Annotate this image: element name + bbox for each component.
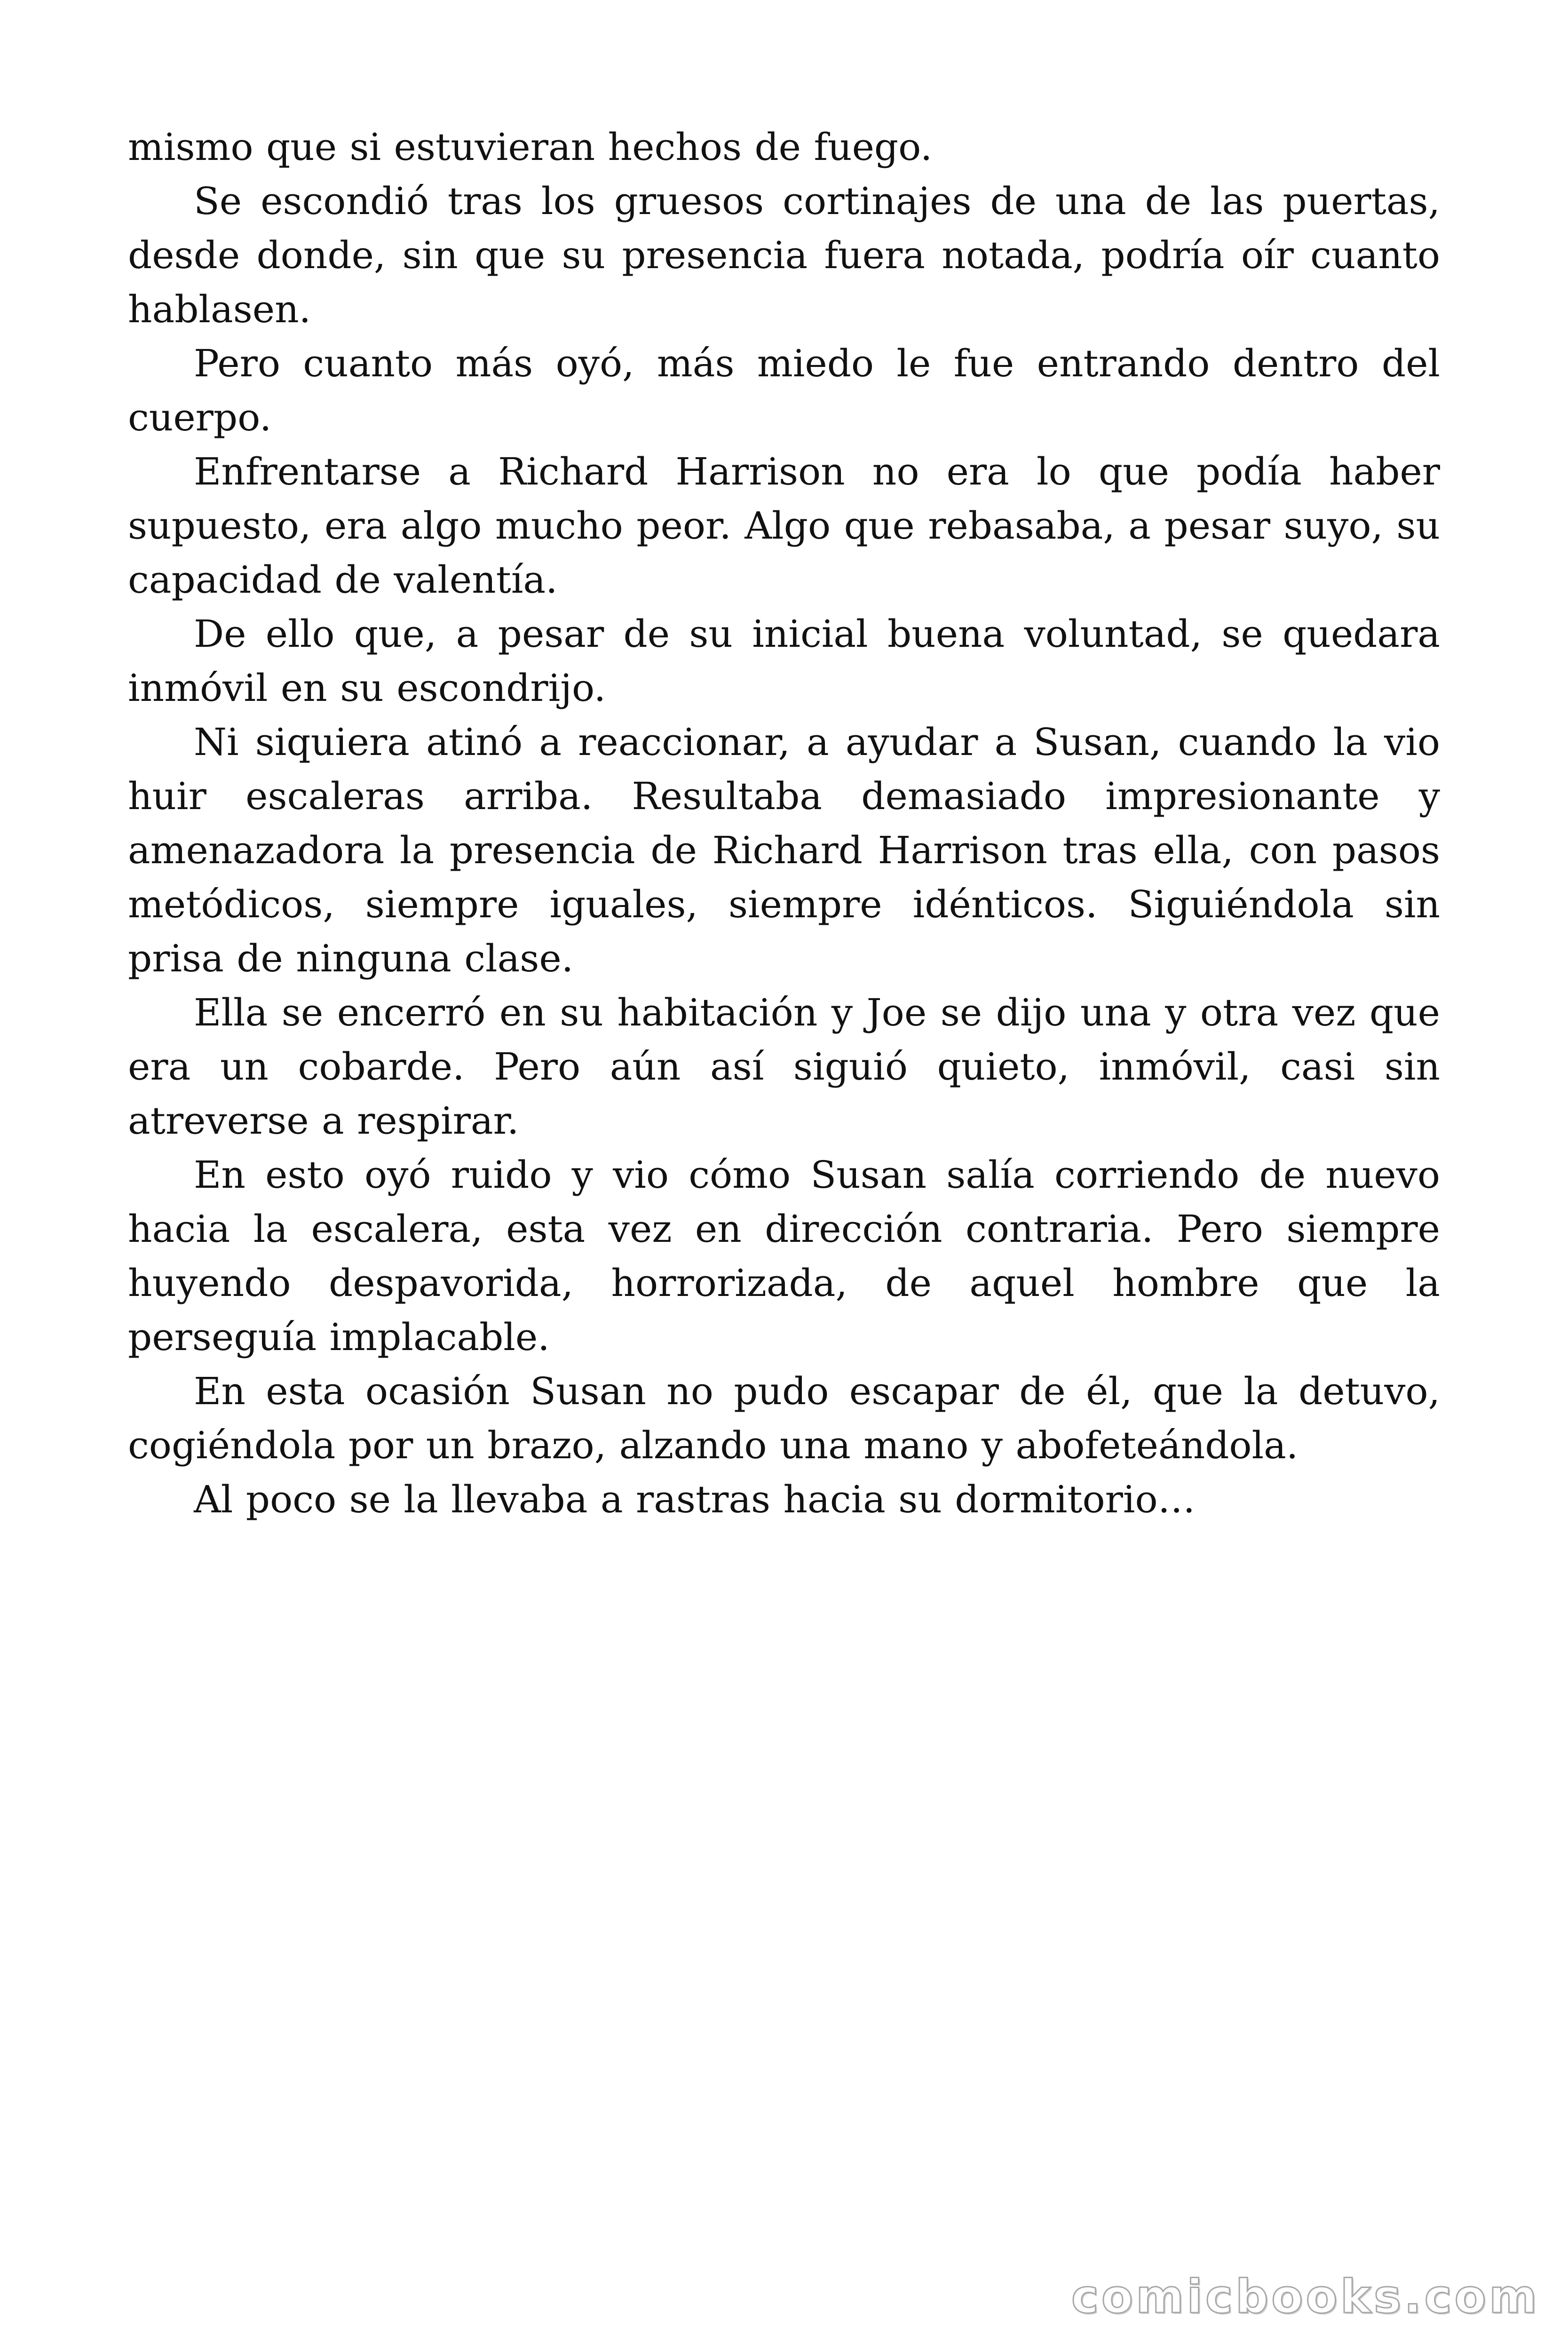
paragraph-9: En esta ocasión Susan no pudo escapar de él, que la detuvo, cogiéndola por un brazo, alzando una mano y abofeteándola. — [128, 1369, 1440, 1467]
paragraph-6: Ni siquiera atinó a reaccionar, a ayudar a Susan, cuando la vio huir escaleras arriba. Resultaba demasiado impresionante y amenazadora la presencia de Richard Harrison tras ella, con pasos metódicos, siempre iguales, siempre idénticos. Siguiéndola sin prisa de ninguna clase. — [128, 720, 1440, 980]
paragraph-8: En esto oyó ruido y vio cómo Susan salía corriendo de nuevo hacia la escalera, esta vez en dirección contraria. Pero siempre huyendo despavorida, horrorizada, de aquel hombre que la perseguía implacable. — [128, 1153, 1440, 1359]
paragraph-1: mismo que si estuvieran hechos de fuego. — [128, 125, 933, 169]
paragraph-4: Enfrentarse a Richard Harrison no era lo que podía haber supuesto, era algo mucho peor. Algo que rebasaba, a pesar suyo, su capacidad de valentía. — [128, 450, 1440, 602]
paragraph-5: De ello que, a pesar de su inicial buena voluntad, se quedara inmóvil en su escondrijo. — [128, 612, 1440, 710]
page-text — [128, 120, 1440, 1526]
paragraph-3: Pero cuanto más oyó, más miedo le fue entrando dentro del cuerpo. — [128, 342, 1440, 439]
paragraph-2: Se escondió tras los gruesos cortinajes de una de las puertas, desde donde, sin que su presencia fuera notada, podría oír cuanto hablasen. — [128, 179, 1440, 331]
paragraph-7: Ella se encerró en su habitación y Joe se dijo una y otra vez que era un cobarde. Pero aún así siguió quieto, inmóvil, casi sin atreverse a respirar. — [128, 991, 1440, 1143]
paragraph-10: Al poco se la llevaba a rastras hacia su dormitorio… — [194, 1478, 1196, 1521]
watermark: comicbooks.com — [1071, 2270, 1540, 2324]
